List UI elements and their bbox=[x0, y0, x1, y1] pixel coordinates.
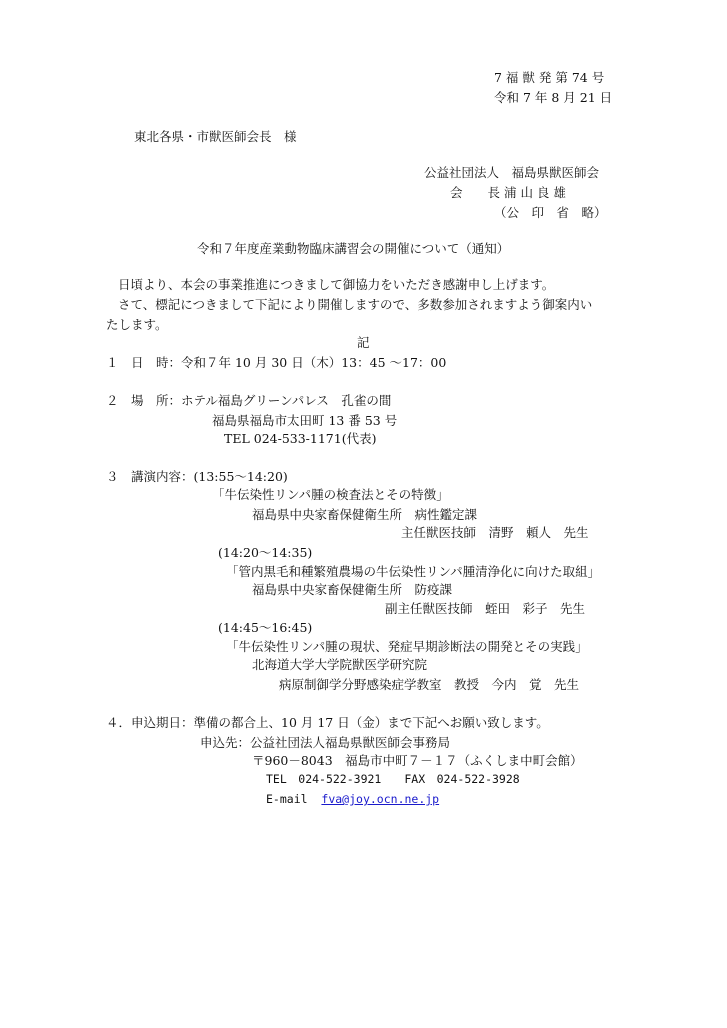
lecture-1-speaker: 主任獣医技師 清野 頼人 先生 bbox=[401, 525, 589, 540]
place-address: 福島県福島市太田町 13 番 53 号 bbox=[212, 413, 398, 428]
item-lectures: ３ 講演内容：(13:55～14:20) bbox=[106, 469, 288, 484]
lecture-3-organization: 北海道大学大学院獣医学研究院 bbox=[252, 657, 428, 672]
lecture-3-title: 「牛伝染性リンパ腫の現状、発症早期診断法の開発とその実践」 bbox=[226, 639, 588, 654]
postal-address: 〒960－8043 福島市中町７－１７（ふくしま中町会館） bbox=[252, 753, 583, 768]
lecture-1-organization: 福島県中央家畜保健衛生所 病性鑑定課 bbox=[252, 507, 478, 522]
lecture-2-title: 「管内黒毛和種繁殖農場の牛伝染性リンパ腫清浄化に向けた取組」 bbox=[226, 564, 601, 579]
sender-title: 会 長 浦 山 良 雄 bbox=[450, 185, 566, 200]
lecture-3-time: (14:45～16:45) bbox=[218, 620, 313, 635]
item-place: ２ 場 所：ホテル福島グリーンパレス 孔雀の間 bbox=[106, 393, 392, 408]
tel-fax: TEL 024-522-3921 FAX 024-522-3928 bbox=[266, 772, 520, 786]
lecture-2-organization: 福島県中央家畜保健衛生所 防疫課 bbox=[252, 582, 453, 597]
lecture-3-speaker: 病原制御学分野感染症学教室 教授 今内 覚 先生 bbox=[279, 677, 580, 692]
body-paragraph-2: さて、標記につきまして下記により開催しますので、多数参加されますよう御案内い bbox=[118, 297, 593, 312]
seal-omitted-note: （公 印 省 略） bbox=[494, 205, 607, 220]
email-link[interactable]: fva@joy.ocn.ne.jp bbox=[321, 792, 440, 806]
body-paragraph-1: 日頃より、本会の事業推進につきまして御協力をいただき感謝申し上げます。 bbox=[118, 277, 555, 292]
issue-date: 令和 7 年 8 月 21 日 bbox=[494, 90, 613, 105]
lecture-2-speaker: 副主任獣医技師 蛭田 彩子 先生 bbox=[385, 601, 586, 616]
lecture-1-title: 「牛伝染性リンパ腫の検査法とその特徴」 bbox=[212, 487, 449, 502]
email-label: E-mail bbox=[266, 792, 308, 806]
sender-organization: 公益社団法人 福島県獣医師会 bbox=[424, 165, 600, 180]
ki-heading: 記 bbox=[357, 335, 370, 350]
email-line bbox=[266, 794, 439, 806]
document-number: 7 福 獣 発 第 74 号 bbox=[494, 70, 605, 85]
apply-to: 申込先：公益社団法人福島県獣医師会事務局 bbox=[200, 735, 451, 750]
addressee: 東北各県・市獣医師会長 様 bbox=[134, 129, 297, 144]
document-title: 令和７年度産業動物臨床講習会の開催について（通知） bbox=[197, 241, 510, 256]
item-datetime: １ 日 時：令和７年 10 月 30 日（木）13：45 ～17：00 bbox=[106, 355, 447, 370]
body-paragraph-2-cont: たします。 bbox=[106, 317, 168, 332]
item-deadline: ４．申込期日：準備の都合上、10 月 17 日（金）まで下記へお願い致します。 bbox=[106, 715, 549, 730]
place-tel: TEL 024-533-1171(代表) bbox=[224, 431, 377, 446]
lecture-2-time: (14:20～14:35) bbox=[218, 545, 313, 560]
